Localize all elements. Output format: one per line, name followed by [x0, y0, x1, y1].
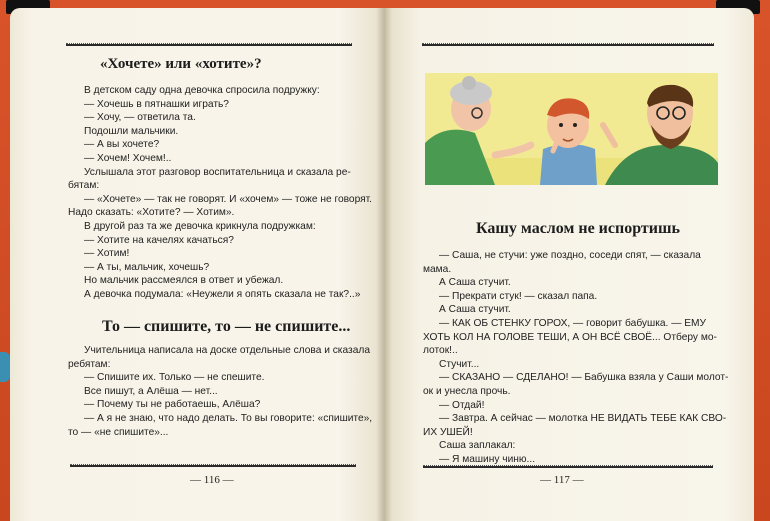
story-1-text [68, 84, 372, 302]
top-rule-left [66, 44, 352, 46]
text-line: Услышала этот разговор воспитательница и сказала ре- [84, 166, 351, 178]
book-gutter [376, 8, 392, 521]
text-line: — КАК ОБ СТЕНКУ ГОРОХ, — говорит бабушка. — ЕМУ [439, 317, 706, 329]
text-line: А девочка подумала: «Неужели я опять сказала не так?..» [84, 288, 361, 300]
page-number-right: — 117 — [540, 474, 584, 486]
text-line: ок и унесла прочь. [423, 385, 511, 397]
text-line: — СКАЗАНО — СДЕЛАНО! — Бабушка взяла у Саши молот- [439, 372, 729, 384]
text-line: — Хочу, — ответила та. [84, 112, 196, 124]
text-line: — Отдай! [439, 399, 485, 411]
text-line: — Хотите на качелях качаться? [84, 234, 234, 246]
text-line: мама. [423, 263, 452, 275]
text-line: — Я машину чиню... [439, 453, 536, 465]
text-line: — Прекрати стук! — сказал папа. [439, 290, 598, 302]
text-line: лоток!.. [423, 345, 458, 357]
text-line: В детском саду одна девочка спросила подружку: [84, 85, 320, 96]
text-line: Стучит... [439, 358, 480, 370]
text-line: — Хочешь в пятнашки играть? [84, 98, 229, 110]
text-line: — Хотим! [84, 248, 130, 260]
text-line: — А вы хочете? [84, 139, 160, 151]
text-line: А Саша стучит. [439, 277, 511, 289]
text-line: Но мальчик рассмеялся в ответ и убежал. [84, 275, 284, 287]
edge-decoration [0, 352, 10, 382]
text-line: Учительница написала на доске отдельные слова и сказала [84, 345, 370, 356]
story-title-1: «Хочете» или «хотите»? [100, 56, 262, 72]
text-line: Саша заплакал: [439, 440, 516, 452]
text-line: ХОТЬ КОЛ НА ГОЛОВЕ ТЕШИ, А ОН ВСЁ СВОЁ... Отберу мо- [423, 331, 717, 343]
story-title-2: То — спишите, то — не спишите... [102, 318, 351, 335]
text-line: Подошли мальчики. [84, 125, 179, 137]
text-line: — Почему ты не работаешь, Алёша? [84, 399, 261, 411]
text-line: — Саша, не стучи: уже поздно, соседи спят, — сказала [439, 250, 701, 261]
page-number-left: — 116 — [190, 474, 234, 486]
text-line: Надо сказать: «Хотите? — Хотим». [68, 207, 235, 219]
bottom-rule-left [70, 465, 356, 467]
top-rule-right [422, 44, 714, 46]
story-3-text [423, 249, 728, 467]
text-line: Все пишут, а Алёша — нет... [84, 385, 218, 397]
text-line: — Завтра. А сейчас — молотка НЕ ВИДАТЬ ТЕБЕ КАК СВО- [439, 413, 727, 425]
story-illustration [425, 73, 718, 185]
text-line: — А ты, мальчик, хочешь? [84, 261, 210, 273]
text-line: — «Хочете» — так не говорят. И «хочем» — тоже не говорят. [84, 193, 373, 205]
text-line: — А я не знаю, что надо делать. То вы говорите: «спишите», [84, 412, 373, 424]
illustration-svg [425, 73, 718, 185]
text-line: ИХ УШЕЙ! [423, 426, 473, 438]
text-line: А Саша стучит. [439, 304, 511, 316]
story-2-text [68, 344, 372, 439]
text-line: — Спишите их. Только — не спешите. [84, 372, 265, 384]
bottom-rule-right [423, 466, 713, 468]
text-line: то — «не спишите»... [68, 426, 169, 438]
text-line: ребятам: [68, 358, 111, 370]
text-line: — Хочем! Хочем!.. [84, 152, 172, 164]
text-line: бятам: [68, 180, 100, 192]
text-line: В другой раз та же девочка крикнула подружкам: [84, 220, 316, 232]
story-title-3: Кашу маслом не испортишь [476, 220, 680, 237]
